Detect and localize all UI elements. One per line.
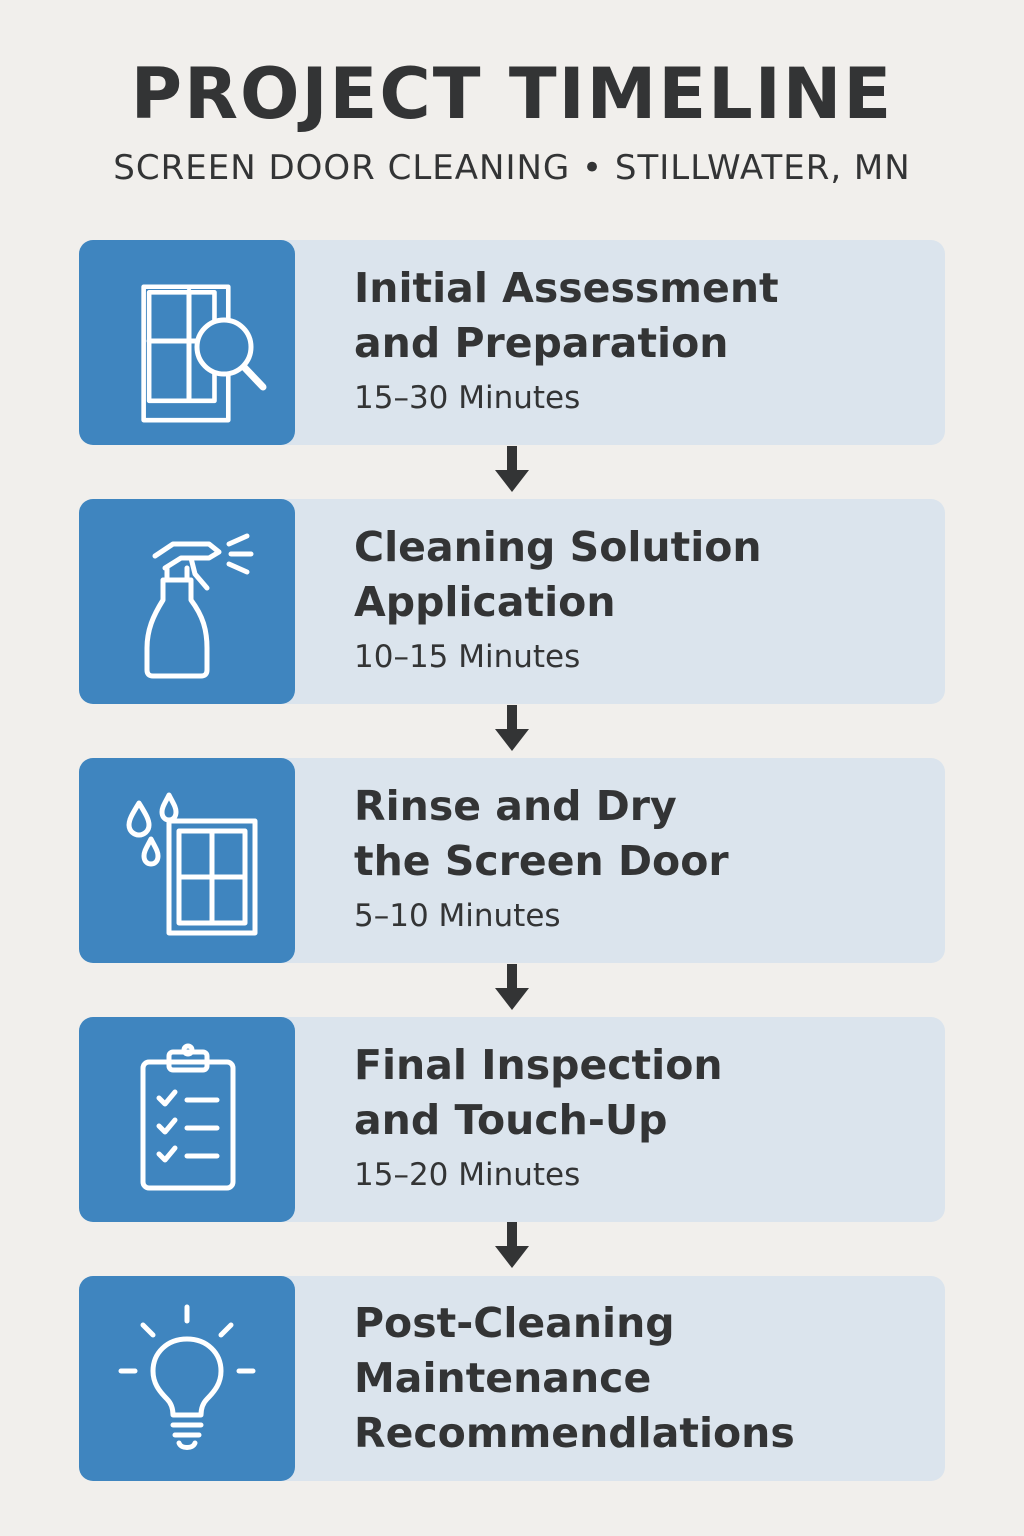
arrow-down-icon bbox=[495, 964, 529, 1012]
timeline-step-assessment bbox=[79, 240, 945, 445]
step-title: Final Inspection and Touch-Up bbox=[354, 1040, 723, 1144]
step-duration: 5–10 Minutes bbox=[354, 897, 561, 934]
arrow-down-icon bbox=[495, 446, 529, 494]
arrow-down-icon bbox=[495, 1222, 529, 1270]
clipboard-checklist-icon bbox=[107, 1040, 267, 1200]
step-title: Initial Assessment and Preparation bbox=[354, 263, 779, 367]
step-title: Post-Cleaning Maintenance Recommendlations bbox=[354, 1299, 795, 1457]
page-title: PROJECT TIMELINE bbox=[130, 53, 894, 135]
step-title: Cleaning Solution Application bbox=[354, 522, 762, 626]
window-search-icon bbox=[107, 263, 267, 423]
step-icon-panel bbox=[79, 499, 295, 704]
arrow-down-icon bbox=[495, 705, 529, 753]
water-drops-window-icon bbox=[107, 781, 267, 941]
timeline-step-inspection bbox=[79, 1017, 945, 1222]
step-duration: 15–20 Minutes bbox=[354, 1156, 581, 1193]
timeline bbox=[79, 240, 945, 1535]
step-icon-panel bbox=[79, 1017, 295, 1222]
step-duration: 10–15 Minutes bbox=[354, 638, 581, 675]
timeline-step-maintenance bbox=[79, 1276, 945, 1481]
page-subtitle: SCREEN DOOR CLEANING • STILLWATER, MN bbox=[113, 148, 911, 188]
spray-bottle-icon bbox=[107, 522, 267, 682]
timeline-step-rinse bbox=[79, 758, 945, 963]
step-icon-panel bbox=[79, 758, 295, 963]
lightbulb-icon bbox=[107, 1299, 267, 1459]
step-duration: 15–30 Minutes bbox=[354, 379, 581, 416]
step-icon-panel bbox=[79, 1276, 295, 1481]
timeline-step-solution bbox=[79, 499, 945, 704]
step-icon-panel bbox=[79, 240, 295, 445]
step-title: Rinse and Dry the Screen Door bbox=[354, 781, 729, 885]
